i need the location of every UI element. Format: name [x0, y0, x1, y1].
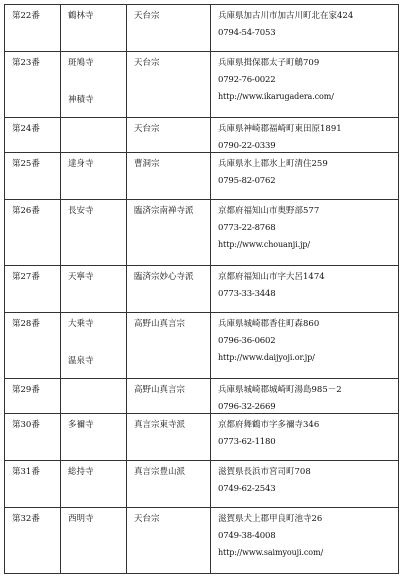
sect-cell [127, 379, 211, 414]
phone-number: 0790-22-0339 [218, 141, 276, 151]
temple-name-cell [61, 118, 127, 153]
pilgrimage-number-cell [5, 266, 61, 313]
address: 京都府福知山市奥野部577 [218, 206, 320, 216]
phone-number: 0749-38-4008 [218, 531, 276, 541]
website-url: http://www.chouanji.jp/ [218, 240, 311, 249]
sect-cell [127, 118, 211, 153]
pilgrimage-number: 第24番 [12, 124, 40, 134]
phone-number: 0792-76-0022 [218, 75, 276, 85]
temple-name-cell [61, 379, 127, 414]
temple-list-body [5, 5, 399, 574]
temple-name: 斑鳩寺 [68, 58, 94, 68]
phone-number: 0773-62-1180 [218, 437, 276, 447]
temple-name: 神積寺 [68, 95, 94, 105]
temple-name-cell [61, 313, 127, 379]
sect-cell [127, 5, 211, 52]
contact-cell [211, 313, 399, 379]
table-row [5, 5, 399, 52]
pilgrimage-number: 第32番 [12, 514, 40, 524]
pilgrimage-number: 第29番 [12, 385, 40, 395]
temple-name: 天寧寺 [68, 272, 94, 282]
address: 兵庫県城崎郡香住町森860 [218, 319, 320, 329]
address: 京都府福知山市字大呂1474 [218, 272, 325, 282]
sect-name: 真言宗東寺派 [134, 420, 186, 430]
phone-number: 0795-82-0762 [218, 176, 276, 186]
table-row [5, 266, 399, 313]
sect-name: 天台宗 [134, 514, 160, 524]
pilgrimage-number-cell [5, 5, 61, 52]
phone-number: 0773-22-8768 [218, 223, 276, 233]
pilgrimage-number: 第22番 [12, 11, 40, 21]
pilgrimage-number-cell [5, 461, 61, 508]
pilgrimage-number-cell [5, 379, 61, 414]
sect-name: 高野山真言宗 [134, 319, 186, 329]
temple-name-cell [61, 200, 127, 266]
sect-cell [127, 313, 211, 379]
pilgrimage-number-cell [5, 52, 61, 118]
sect-name: 天台宗 [134, 11, 160, 21]
pilgrimage-number: 第27番 [12, 272, 40, 282]
contact-cell [211, 118, 399, 153]
table-row [5, 313, 399, 379]
pilgrimage-number-cell [5, 508, 61, 574]
temple-list-table [4, 4, 399, 574]
table-row [5, 379, 399, 414]
table-row [5, 200, 399, 266]
table-row [5, 414, 399, 461]
table-row [5, 461, 399, 508]
temple-name: 多禰寺 [68, 420, 94, 430]
temple-name: 長安寺 [68, 206, 94, 216]
sect-cell [127, 508, 211, 574]
contact-cell [211, 52, 399, 118]
sect-name: 曹洞宗 [134, 159, 160, 169]
address: 京都府舞鶴市字多禰寺346 [218, 420, 320, 430]
phone-number: 0796-36-0602 [218, 336, 276, 346]
pilgrimage-number: 第26番 [12, 206, 40, 216]
sect-cell [127, 200, 211, 266]
phone-number: 0773-33-3448 [218, 289, 276, 299]
pilgrimage-number-cell [5, 200, 61, 266]
contact-cell [211, 508, 399, 574]
table-row [5, 153, 399, 200]
temple-name: 温泉寺 [68, 356, 94, 366]
sect-name: 真言宗豊山派 [134, 467, 186, 477]
address: 兵庫県城崎郡城崎町湯島985－2 [218, 385, 342, 395]
temple-name-cell [61, 508, 127, 574]
address: 兵庫県神崎郡福崎町東田原1891 [218, 124, 342, 134]
phone-number: 0794-54-7053 [218, 28, 276, 38]
sect-cell [127, 52, 211, 118]
address: 兵庫県氷上郡氷上町清住259 [218, 159, 328, 169]
pilgrimage-number: 第23番 [12, 58, 40, 68]
pilgrimage-number: 第28番 [12, 319, 40, 329]
website-url: http://www.daijyoji.or.jp/ [218, 353, 315, 362]
pilgrimage-number: 第30番 [12, 420, 40, 430]
contact-cell [211, 461, 399, 508]
sect-cell [127, 266, 211, 313]
contact-cell [211, 5, 399, 52]
pilgrimage-number-cell [5, 118, 61, 153]
pilgrimage-number: 第25番 [12, 159, 40, 169]
website-url: http://www.ikarugadera.com/ [218, 92, 334, 101]
phone-number: 0749-62-2543 [218, 484, 276, 494]
pilgrimage-number-cell [5, 153, 61, 200]
contact-cell [211, 153, 399, 200]
temple-name: 達身寺 [68, 159, 94, 169]
contact-cell [211, 379, 399, 414]
phone-number: 0796-32-2669 [218, 402, 276, 412]
temple-name: 西明寺 [68, 514, 94, 524]
sect-name: 高野山真言宗 [134, 385, 186, 395]
address: 兵庫県加古川市加古川町北在家424 [218, 11, 354, 21]
table-row [5, 508, 399, 574]
table-row [5, 118, 399, 153]
table-row [5, 52, 399, 118]
temple-name-cell [61, 52, 127, 118]
temple-name: 総持寺 [68, 467, 94, 477]
address: 滋賀県長浜市宮司町708 [218, 467, 311, 477]
pilgrimage-number-cell [5, 313, 61, 379]
sect-cell [127, 153, 211, 200]
website-url: http://www.saimyouji.com/ [218, 548, 324, 557]
address: 滋賀県犬上郡甲良町池寺26 [218, 514, 323, 524]
temple-name-cell [61, 266, 127, 313]
sect-name: 天台宗 [134, 58, 160, 68]
temple-name-cell [61, 461, 127, 508]
temple-name: 大乗寺 [68, 319, 94, 329]
contact-cell [211, 266, 399, 313]
pilgrimage-number-cell [5, 414, 61, 461]
temple-name-cell [61, 153, 127, 200]
contact-cell [211, 200, 399, 266]
temple-name-cell [61, 414, 127, 461]
sect-cell [127, 414, 211, 461]
temple-name: 鶴林寺 [68, 11, 94, 21]
sect-name: 天台宗 [134, 124, 160, 134]
sect-name: 臨済宗南禅寺派 [134, 206, 194, 216]
sect-cell [127, 461, 211, 508]
sect-name: 臨済宗妙心寺派 [134, 272, 194, 282]
contact-cell [211, 414, 399, 461]
temple-name-cell [61, 5, 127, 52]
pilgrimage-number: 第31番 [12, 467, 40, 477]
address: 兵庫県揖保郡太子町鵤709 [218, 58, 320, 68]
